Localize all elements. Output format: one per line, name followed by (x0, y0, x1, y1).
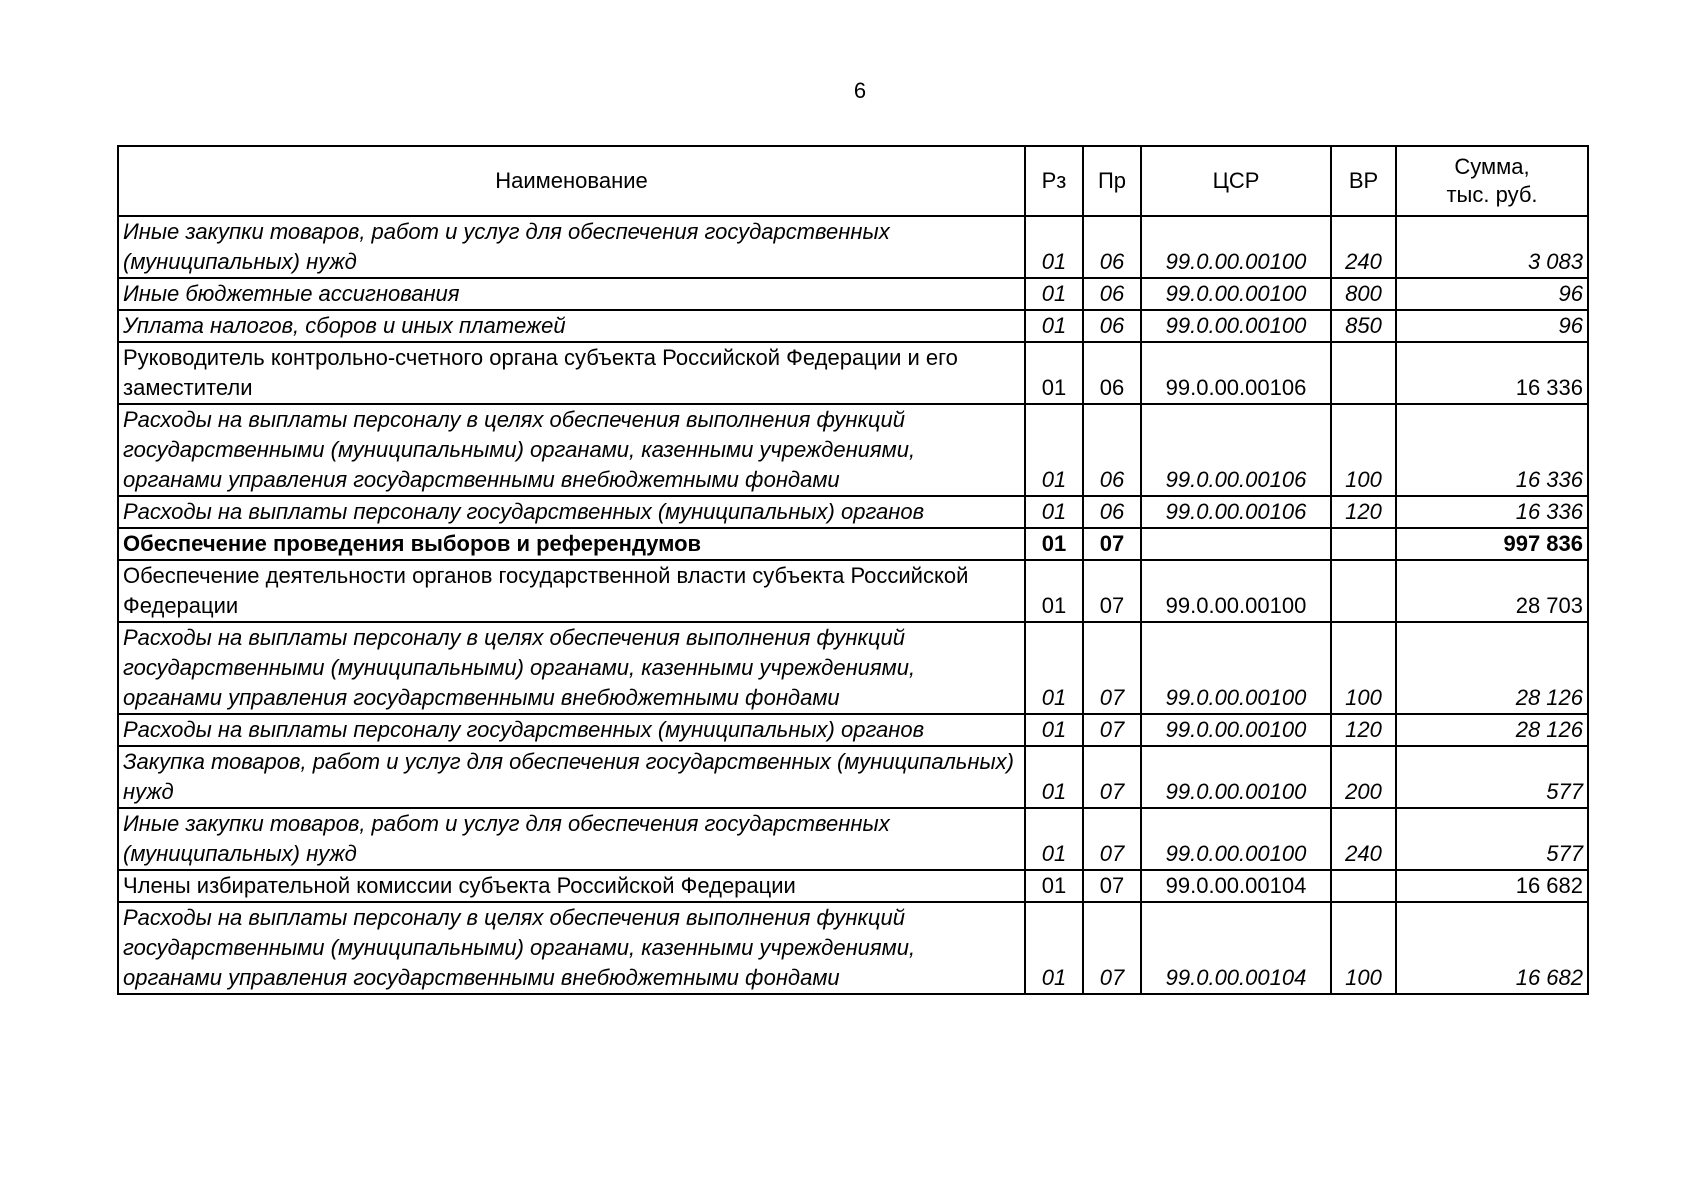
cell-pr: 06 (1083, 310, 1141, 342)
cell-pr: 07 (1083, 714, 1141, 746)
cell-pr: 06 (1083, 216, 1141, 278)
header-name: Наименование (118, 146, 1025, 216)
cell-csr: 99.0.00.00100 (1141, 746, 1331, 808)
cell-sum: 96 (1396, 278, 1588, 310)
table-row (118, 870, 1588, 902)
cell-csr: 99.0.00.00100 (1141, 622, 1331, 714)
cell-name: Расходы на выплаты персоналу в целях обеспечения выполнения функций государственными (муниципальными) органами, казенными учреждениями, органами управления государственными внебюджетными фондами (118, 902, 1025, 994)
cell-vr: 800 (1331, 278, 1396, 310)
cell-pr: 06 (1083, 278, 1141, 310)
table-body (118, 216, 1588, 994)
cell-name: Уплата налогов, сборов и иных платежей (118, 310, 1025, 342)
cell-csr: 99.0.00.00104 (1141, 870, 1331, 902)
table-header (118, 146, 1588, 216)
cell-rz: 01 (1025, 216, 1083, 278)
cell-vr: 200 (1331, 746, 1396, 808)
cell-pr: 07 (1083, 746, 1141, 808)
cell-rz: 01 (1025, 528, 1083, 560)
cell-rz: 01 (1025, 278, 1083, 310)
table-row (118, 560, 1588, 622)
cell-csr: 99.0.00.00100 (1141, 808, 1331, 870)
cell-rz: 01 (1025, 342, 1083, 404)
cell-pr: 07 (1083, 622, 1141, 714)
cell-vr: 120 (1331, 714, 1396, 746)
cell-name: Расходы на выплаты персоналу государственных (муниципальных) органов (118, 714, 1025, 746)
cell-rz: 01 (1025, 310, 1083, 342)
table-row (118, 714, 1588, 746)
table-row (118, 496, 1588, 528)
cell-rz: 01 (1025, 404, 1083, 496)
cell-pr: 07 (1083, 808, 1141, 870)
cell-vr: 850 (1331, 310, 1396, 342)
header-sum-line1: Сумма, (1454, 154, 1530, 179)
header-rz: Рз (1025, 146, 1083, 216)
header-pr: Пр (1083, 146, 1141, 216)
cell-name: Расходы на выплаты персоналу в целях обеспечения выполнения функций государственными (муниципальными) органами, казенными учреждениями, органами управления государственными внебюджетными фондами (118, 404, 1025, 496)
cell-vr (1331, 870, 1396, 902)
cell-vr: 100 (1331, 404, 1396, 496)
table-row (118, 310, 1588, 342)
cell-sum: 3 083 (1396, 216, 1588, 278)
cell-csr: 99.0.00.00100 (1141, 216, 1331, 278)
cell-vr (1331, 342, 1396, 404)
cell-vr (1331, 560, 1396, 622)
cell-sum: 28 126 (1396, 714, 1588, 746)
cell-rz: 01 (1025, 714, 1083, 746)
header-vr: ВР (1331, 146, 1396, 216)
cell-csr: 99.0.00.00106 (1141, 404, 1331, 496)
cell-sum: 16 336 (1396, 496, 1588, 528)
cell-csr: 99.0.00.00100 (1141, 310, 1331, 342)
table-row (118, 278, 1588, 310)
cell-csr: 99.0.00.00100 (1141, 278, 1331, 310)
cell-pr: 06 (1083, 342, 1141, 404)
cell-sum: 16 682 (1396, 870, 1588, 902)
cell-sum: 16 336 (1396, 342, 1588, 404)
header-csr: ЦСР (1141, 146, 1331, 216)
table-row (118, 528, 1588, 560)
cell-vr: 100 (1331, 902, 1396, 994)
cell-pr: 07 (1083, 528, 1141, 560)
cell-name: Расходы на выплаты персоналу в целях обеспечения выполнения функций государственными (муниципальными) органами, казенными учреждениями, органами управления государственными внебюджетными фондами (118, 622, 1025, 714)
cell-name: Иные закупки товаров, работ и услуг для обеспечения государственных (муниципальных) нужд (118, 808, 1025, 870)
cell-pr: 06 (1083, 496, 1141, 528)
cell-csr (1141, 528, 1331, 560)
header-row (118, 146, 1588, 216)
table-row (118, 808, 1588, 870)
cell-sum: 96 (1396, 310, 1588, 342)
cell-csr: 99.0.00.00106 (1141, 342, 1331, 404)
cell-name: Иные бюджетные ассигнования (118, 278, 1025, 310)
cell-name: Иные закупки товаров, работ и услуг для обеспечения государственных (муниципальных) нужд (118, 216, 1025, 278)
cell-name: Закупка товаров, работ и услуг для обеспечения государственных (муниципальных) нужд (118, 746, 1025, 808)
cell-name: Руководитель контрольно-счетного органа субъекта Российской Федерации и его заместители (118, 342, 1025, 404)
cell-pr: 07 (1083, 870, 1141, 902)
cell-sum: 28 126 (1396, 622, 1588, 714)
cell-vr: 240 (1331, 216, 1396, 278)
table-row (118, 216, 1588, 278)
cell-csr: 99.0.00.00100 (1141, 560, 1331, 622)
table-row (118, 622, 1588, 714)
cell-rz: 01 (1025, 622, 1083, 714)
budget-table (117, 145, 1589, 995)
table-row (118, 746, 1588, 808)
table-row (118, 902, 1588, 994)
header-sum (1396, 146, 1588, 216)
cell-sum: 577 (1396, 746, 1588, 808)
page-number: 6 (853, 78, 867, 103)
cell-rz: 01 (1025, 496, 1083, 528)
cell-rz: 01 (1025, 560, 1083, 622)
cell-sum: 997 836 (1396, 528, 1588, 560)
cell-rz: 01 (1025, 870, 1083, 902)
cell-rz: 01 (1025, 746, 1083, 808)
cell-rz: 01 (1025, 902, 1083, 994)
cell-rz: 01 (1025, 808, 1083, 870)
table-row (118, 342, 1588, 404)
cell-pr: 07 (1083, 560, 1141, 622)
cell-sum: 16 682 (1396, 902, 1588, 994)
cell-csr: 99.0.00.00106 (1141, 496, 1331, 528)
cell-pr: 07 (1083, 902, 1141, 994)
cell-csr: 99.0.00.00104 (1141, 902, 1331, 994)
cell-name: Обеспечение деятельности органов государственной власти субъекта Российской Федерации (118, 560, 1025, 622)
cell-vr: 240 (1331, 808, 1396, 870)
cell-sum: 16 336 (1396, 404, 1588, 496)
cell-pr: 06 (1083, 404, 1141, 496)
header-sum-line2: тыс. руб. (1446, 182, 1538, 207)
cell-vr: 120 (1331, 496, 1396, 528)
table-row (118, 404, 1588, 496)
cell-sum: 28 703 (1396, 560, 1588, 622)
cell-csr: 99.0.00.00100 (1141, 714, 1331, 746)
cell-name: Члены избирательной комиссии субъекта Российской Федерации (118, 870, 1025, 902)
cell-sum: 577 (1396, 808, 1588, 870)
cell-name: Обеспечение проведения выборов и референдумов (118, 528, 1025, 560)
cell-vr: 100 (1331, 622, 1396, 714)
cell-name: Расходы на выплаты персоналу государственных (муниципальных) органов (118, 496, 1025, 528)
cell-vr (1331, 528, 1396, 560)
